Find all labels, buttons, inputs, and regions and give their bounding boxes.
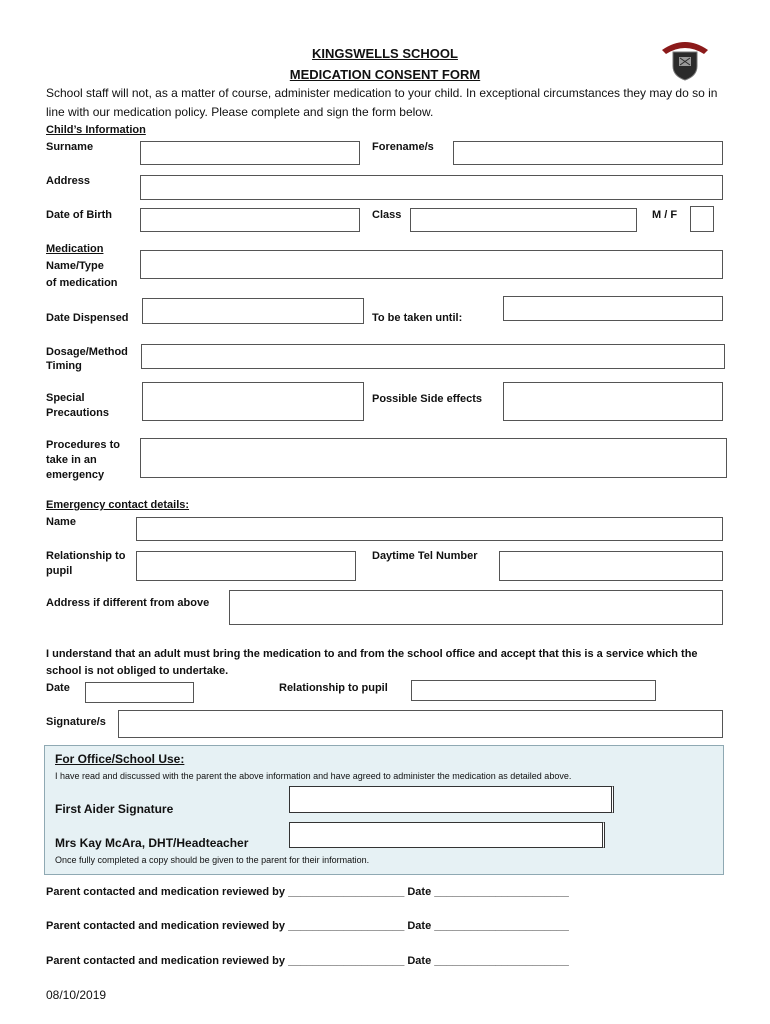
date-dispensed-label: Date Dispensed bbox=[46, 312, 129, 324]
headteacher-label: Mrs Kay McAra, DHT/Headteacher bbox=[55, 836, 249, 850]
procedures-label-1: Procedures to bbox=[46, 439, 120, 451]
relationship-label-2: pupil bbox=[46, 565, 73, 577]
office-use-panel bbox=[44, 745, 724, 875]
signature-field[interactable] bbox=[118, 710, 723, 738]
form-title: MEDICATION CONSENT FORM bbox=[289, 67, 481, 82]
daytime-tel-label: Daytime Tel Number bbox=[372, 550, 478, 562]
declaration-relationship-label: Relationship to pupil bbox=[279, 682, 388, 694]
headteacher-signature-field[interactable] bbox=[289, 822, 605, 848]
child-info-heading: Child’s Information bbox=[46, 124, 146, 136]
name-type-label-1: Name/Type bbox=[46, 260, 104, 272]
dosage-label-2: Timing bbox=[46, 360, 82, 372]
declaration-date-label: Date bbox=[46, 682, 70, 694]
class-field[interactable] bbox=[410, 208, 637, 232]
special-precautions-field[interactable] bbox=[142, 382, 364, 421]
declaration-date-field[interactable] bbox=[85, 682, 194, 703]
date-dispensed-field[interactable] bbox=[142, 298, 364, 324]
procedures-label-3: emergency bbox=[46, 469, 105, 481]
relationship-label-1: Relationship to bbox=[46, 550, 126, 562]
gender-label: M / F bbox=[652, 209, 678, 221]
declaration-text-1: I understand that an adult must bring the medication to and from the school office and accept that this is a service which the bbox=[46, 648, 698, 660]
footer-date: 08/10/2019 bbox=[46, 988, 107, 1002]
school-name: KINGSWELLS SCHOOL bbox=[312, 46, 458, 61]
declaration-relationship-field[interactable] bbox=[411, 680, 656, 701]
review-line-3[interactable]: Parent contacted and medication reviewed by ___________________ Date ______________________ bbox=[46, 955, 569, 967]
gender-field[interactable] bbox=[690, 206, 714, 232]
address-label: Address bbox=[46, 175, 91, 187]
emergency-name-label: Name bbox=[46, 516, 76, 528]
first-aider-signature-field[interactable] bbox=[289, 786, 614, 813]
medication-heading: Medication bbox=[46, 243, 104, 255]
office-heading: For Office/School Use: bbox=[55, 752, 185, 766]
dosage-label-1: Dosage/Method bbox=[46, 346, 128, 358]
declaration-text-2: school is not obliged to undertake. bbox=[46, 665, 229, 677]
taken-until-field[interactable] bbox=[503, 296, 723, 321]
special-label-1: Special bbox=[46, 392, 85, 404]
name-type-label-2: of medication bbox=[46, 277, 118, 289]
daytime-tel-field[interactable] bbox=[499, 551, 723, 581]
school-crest-icon bbox=[658, 38, 712, 82]
relationship-field[interactable] bbox=[136, 551, 356, 581]
special-label-2: Precautions bbox=[46, 407, 109, 419]
class-label: Class bbox=[372, 209, 402, 221]
office-statement: I have read and discussed with the parent the above information and have agreed to administer the medication as detailed above. bbox=[55, 771, 572, 781]
emergency-heading: Emergency contact details: bbox=[46, 499, 190, 511]
intro-text: School staff will not, as a matter of course, administer medication to your child. In exceptional circumstances they may do so in line with our medication policy. Please complete and sign the form below. bbox=[46, 86, 718, 119]
side-effects-field[interactable] bbox=[503, 382, 723, 421]
emergency-name-field[interactable] bbox=[136, 517, 723, 541]
address-diff-field[interactable] bbox=[229, 590, 723, 625]
address-field[interactable] bbox=[140, 175, 723, 200]
office-note: Once fully completed a copy should be given to the parent for their information. bbox=[55, 855, 370, 865]
forename-field[interactable] bbox=[453, 141, 723, 165]
signature-label: Signature/s bbox=[46, 716, 106, 728]
dosage-field[interactable] bbox=[141, 344, 725, 369]
procedures-label-2: take in an bbox=[46, 454, 97, 466]
review-line-1[interactable]: Parent contacted and medication reviewed by ___________________ Date ______________________ bbox=[46, 886, 569, 898]
first-aider-label: First Aider Signature bbox=[55, 802, 174, 816]
dob-field[interactable] bbox=[140, 208, 360, 232]
procedures-field[interactable] bbox=[140, 438, 727, 478]
surname-field[interactable] bbox=[140, 141, 360, 165]
medication-name-field[interactable] bbox=[140, 250, 723, 279]
side-effects-label: Possible Side effects bbox=[372, 393, 483, 405]
surname-label: Surname bbox=[46, 141, 94, 153]
dob-label: Date of Birth bbox=[46, 209, 112, 221]
address-diff-label: Address if different from above bbox=[46, 597, 210, 609]
taken-until-label: To be taken until: bbox=[372, 312, 463, 324]
review-line-2[interactable]: Parent contacted and medication reviewed by ___________________ Date ______________________ bbox=[46, 920, 569, 932]
forename-label: Forename/s bbox=[372, 141, 434, 153]
